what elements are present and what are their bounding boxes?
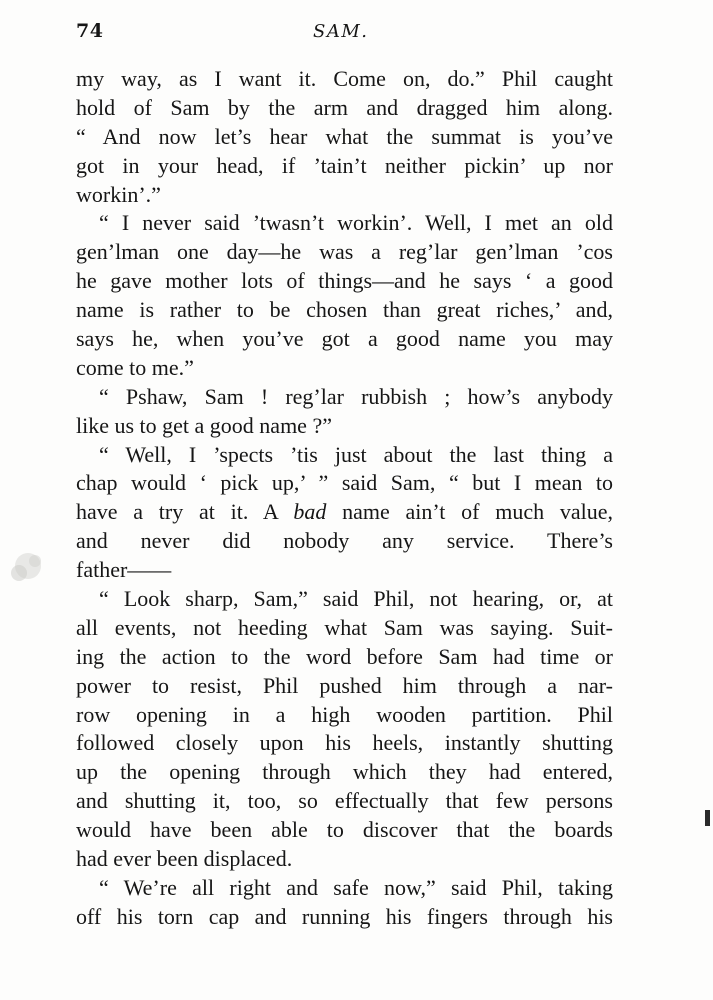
text-line: “ Look sharp, Sam,” said Phil, not hearing, or, at xyxy=(99,586,613,612)
text-line xyxy=(76,498,613,527)
page-number: 74 xyxy=(76,20,104,42)
running-head xyxy=(76,20,616,48)
text-line: row opening in a high wooden partition. Phil xyxy=(76,701,613,727)
text-line: “ Pshaw, Sam ! reg’lar rubbish ; how’s anybody xyxy=(99,383,613,409)
text-line: hold of Sam by the arm and dragged him along. xyxy=(76,94,613,120)
text-line: got in your head, if ’tain’t neither pickin’ up nor xyxy=(76,152,613,178)
text-line: workin’.” xyxy=(76,181,161,207)
text-run: name ain’t of much value, xyxy=(326,499,614,525)
text-line: gen’lman one day—he was a reg’lar gen’lman ’cos xyxy=(76,239,613,265)
text-line: ing the action to the word before Sam had time or xyxy=(76,643,613,669)
text-line: father—— xyxy=(76,557,172,583)
text-line: all events, not heeding what Sam was saying. Suit- xyxy=(76,614,613,640)
text-line: “ We’re all right and safe now,” said Phil, taking xyxy=(99,874,613,900)
margin-smudge xyxy=(4,548,54,588)
text-line: and never did nobody any service. There’s xyxy=(76,528,613,554)
text-line: up the opening through which they had entered, xyxy=(76,759,613,785)
text-line: had ever been displaced. xyxy=(76,846,293,872)
text-line: would have been able to discover that the boards xyxy=(76,817,613,843)
text-line: come to me.” xyxy=(76,354,194,380)
text-line: off his torn cap and running his fingers through his xyxy=(76,903,613,929)
text-line: he gave mother lots of things—and he says ‘ a good xyxy=(76,268,613,294)
text-run: have a try at it. A xyxy=(76,499,294,525)
text-line: power to resist, Phil pushed him through a nar- xyxy=(76,672,613,698)
text-line: “ I never said ’twasn’t workin’. Well, I met an old xyxy=(99,210,613,236)
text-line: like us to get a good name ?” xyxy=(76,412,332,438)
body-text xyxy=(76,65,613,932)
text-line: says he, when you’ve got a good name you may xyxy=(76,326,613,352)
text-line: followed closely upon his heels, instantly shutting xyxy=(76,730,613,756)
text-line: name is rather to be chosen than great riches,’ and, xyxy=(76,297,613,323)
text-line: “ Well, I ’spects ’tis just about the last thing a xyxy=(99,441,613,467)
text-line: and shutting it, too, so effectually that few persons xyxy=(76,788,613,814)
text-line: my way, as I want it. Come on, do.” Phil caught xyxy=(76,66,613,91)
edge-mark xyxy=(704,810,711,826)
running-title: SAM. xyxy=(313,21,369,42)
italic-word: bad xyxy=(293,499,327,525)
text-line: “ And now let’s hear what the summat is you’ve xyxy=(76,123,613,149)
text-line: chap would ‘ pick up,’ ” said Sam, “ but I mean to xyxy=(76,470,613,496)
